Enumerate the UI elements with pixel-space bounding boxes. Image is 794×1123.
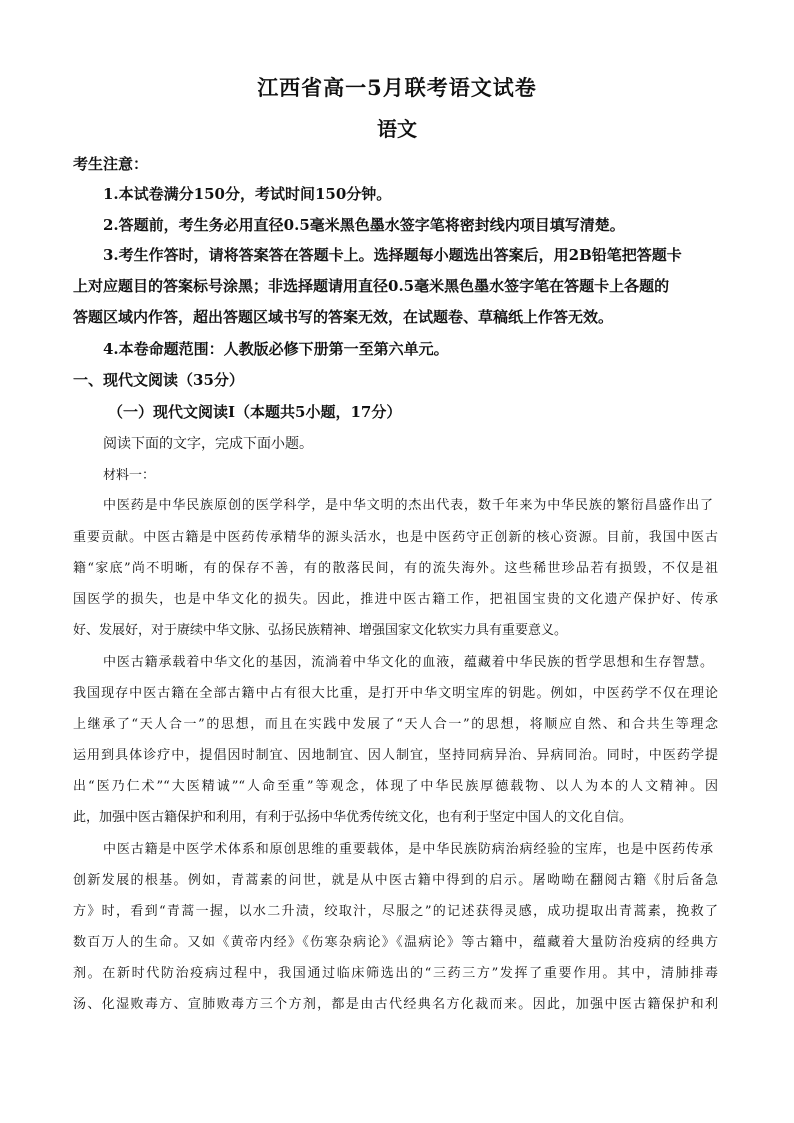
passage-line-3: 籍“家底”尚不明晰，有的保存不善，有的散落民间，有的流失海外。这些稀世珍品若有损毁，不仅是祖	[73, 561, 718, 576]
passage-line-8: 上继承了“天人合一”的思想，而且在实践中发展了“天人合一”的思想，将顺应自然、和合共生等理念	[73, 717, 718, 732]
notice-item-4: 4.本卷命题范围：人教版必修下册第一至第六单元。	[103, 340, 449, 358]
exam-title: 江西省高一5月联考语文试卷	[257, 75, 537, 100]
passage-line-17: 汤、化湿败毒方、宣肺败毒方三个方剂，都是由古代经典名方化裁而来。因此，加强中医古籍保护和利	[73, 997, 718, 1012]
reading-instruction: 阅读下面的文字，完成下面小题。	[103, 436, 313, 452]
material-label: 材料一：	[103, 468, 156, 483]
passage-line-6: 中医古籍承载着中华文化的基因，流淌着中华文化的血液，蕴藏着中华民族的哲学思想和生存智慧。	[103, 655, 713, 670]
section-heading: 一、现代文阅读（35分）	[73, 371, 244, 389]
notice-item-3-cont-2: 答题区域内作答，超出答题区域书写的答案无效，在试题卷、草稿纸上作答无效。	[73, 308, 614, 326]
passage-line-13: 创新发展的根基。例如，青蒿素的问世，就是从中医古籍中得到的启示。屠呦呦在翻阅古籍《肘后备急	[73, 873, 718, 888]
passage-line-7: 我国现存中医古籍在全部古籍中占有很大比重，是打开中华文明宝库的钥匙。例如，中医药学不仅在理论	[73, 686, 718, 701]
passage-line-9: 运用到具体诊疗中，提倡因时制宜、因地制宜、因人制宜，坚持同病异治、异病同治。同时，中医药学提	[73, 748, 718, 763]
notice-item-3-cont-1: 上对应题目的答案标号涂黑；非选择题请用直径0.5毫米黑色墨水签字笔在答题卡上各题的	[73, 277, 670, 295]
notice-item-1: 1.本试卷满分150分，考试时间150分钟。	[103, 185, 392, 203]
passage-line-16: 剂。在新时代防治疫病过程中，我国通过临床筛选出的“三药三方”发挥了重要作用。其中，清肺排毒	[73, 966, 718, 981]
notice-item-3: 3.考生作答时，请将答案答在答题卡上。选择题每小题选出答案后，用2B铅笔把答题卡	[103, 246, 682, 264]
exam-subject: 语文	[377, 117, 417, 141]
notice-heading: 考生注意：	[73, 155, 149, 173]
passage-line-4: 国医学的损失，也是中华文化的损失。因此，推进中医古籍工作，把祖国宝贵的文化遗产保护好、传承	[73, 592, 718, 607]
passage-line-1: 中医药是中华民族原创的医学科学，是中华文明的杰出代表，数千年来为中华民族的繁衍昌盛作出了	[103, 498, 713, 513]
passage-line-11: 此，加强中医古籍保护和利用，有利于弘扬中华优秀传统文化，也有利于坚定中国人的文化自信。	[73, 810, 633, 825]
notice-item-2: 2.答题前，考生务必用直径0.5毫米黑色墨水签字笔将密封线内项目填写清楚。	[103, 216, 625, 234]
passage-line-2: 重要贡献。中医古籍是中医药传承精华的源头活水，也是中医药守正创新的核心资源。目前，我国中医古	[73, 530, 718, 545]
subsection-heading: （一）现代文阅读Ⅰ（本题共5小题，17分）	[108, 403, 402, 421]
passage-line-15: 数百万人的生命。又如《黄帝内经》《伤寒杂病论》《温病论》等古籍中，蕴藏着大量防治疫病的经典方	[73, 935, 718, 950]
passage-line-10: 出“医乃仁术”“大医精诚”“人命至重”等观念，体现了中华民族厚德载物、以人为本的人文精神。因	[73, 779, 718, 794]
passage-line-12: 中医古籍是中医学术体系和原创思维的重要载体，是中华民族防病治病经验的宝库，也是中医药传承	[103, 842, 713, 857]
passage-line-5: 好、发展好，对于赓续中华文脉、弘扬民族精神、增强国家文化软实力具有重要意义。	[73, 623, 568, 638]
passage-line-14: 方》时，看到“青蒿一握，以水二升渍，绞取汁，尽服之”的记述获得灵感，成功提取出青蒿素，挽救了	[73, 904, 718, 919]
